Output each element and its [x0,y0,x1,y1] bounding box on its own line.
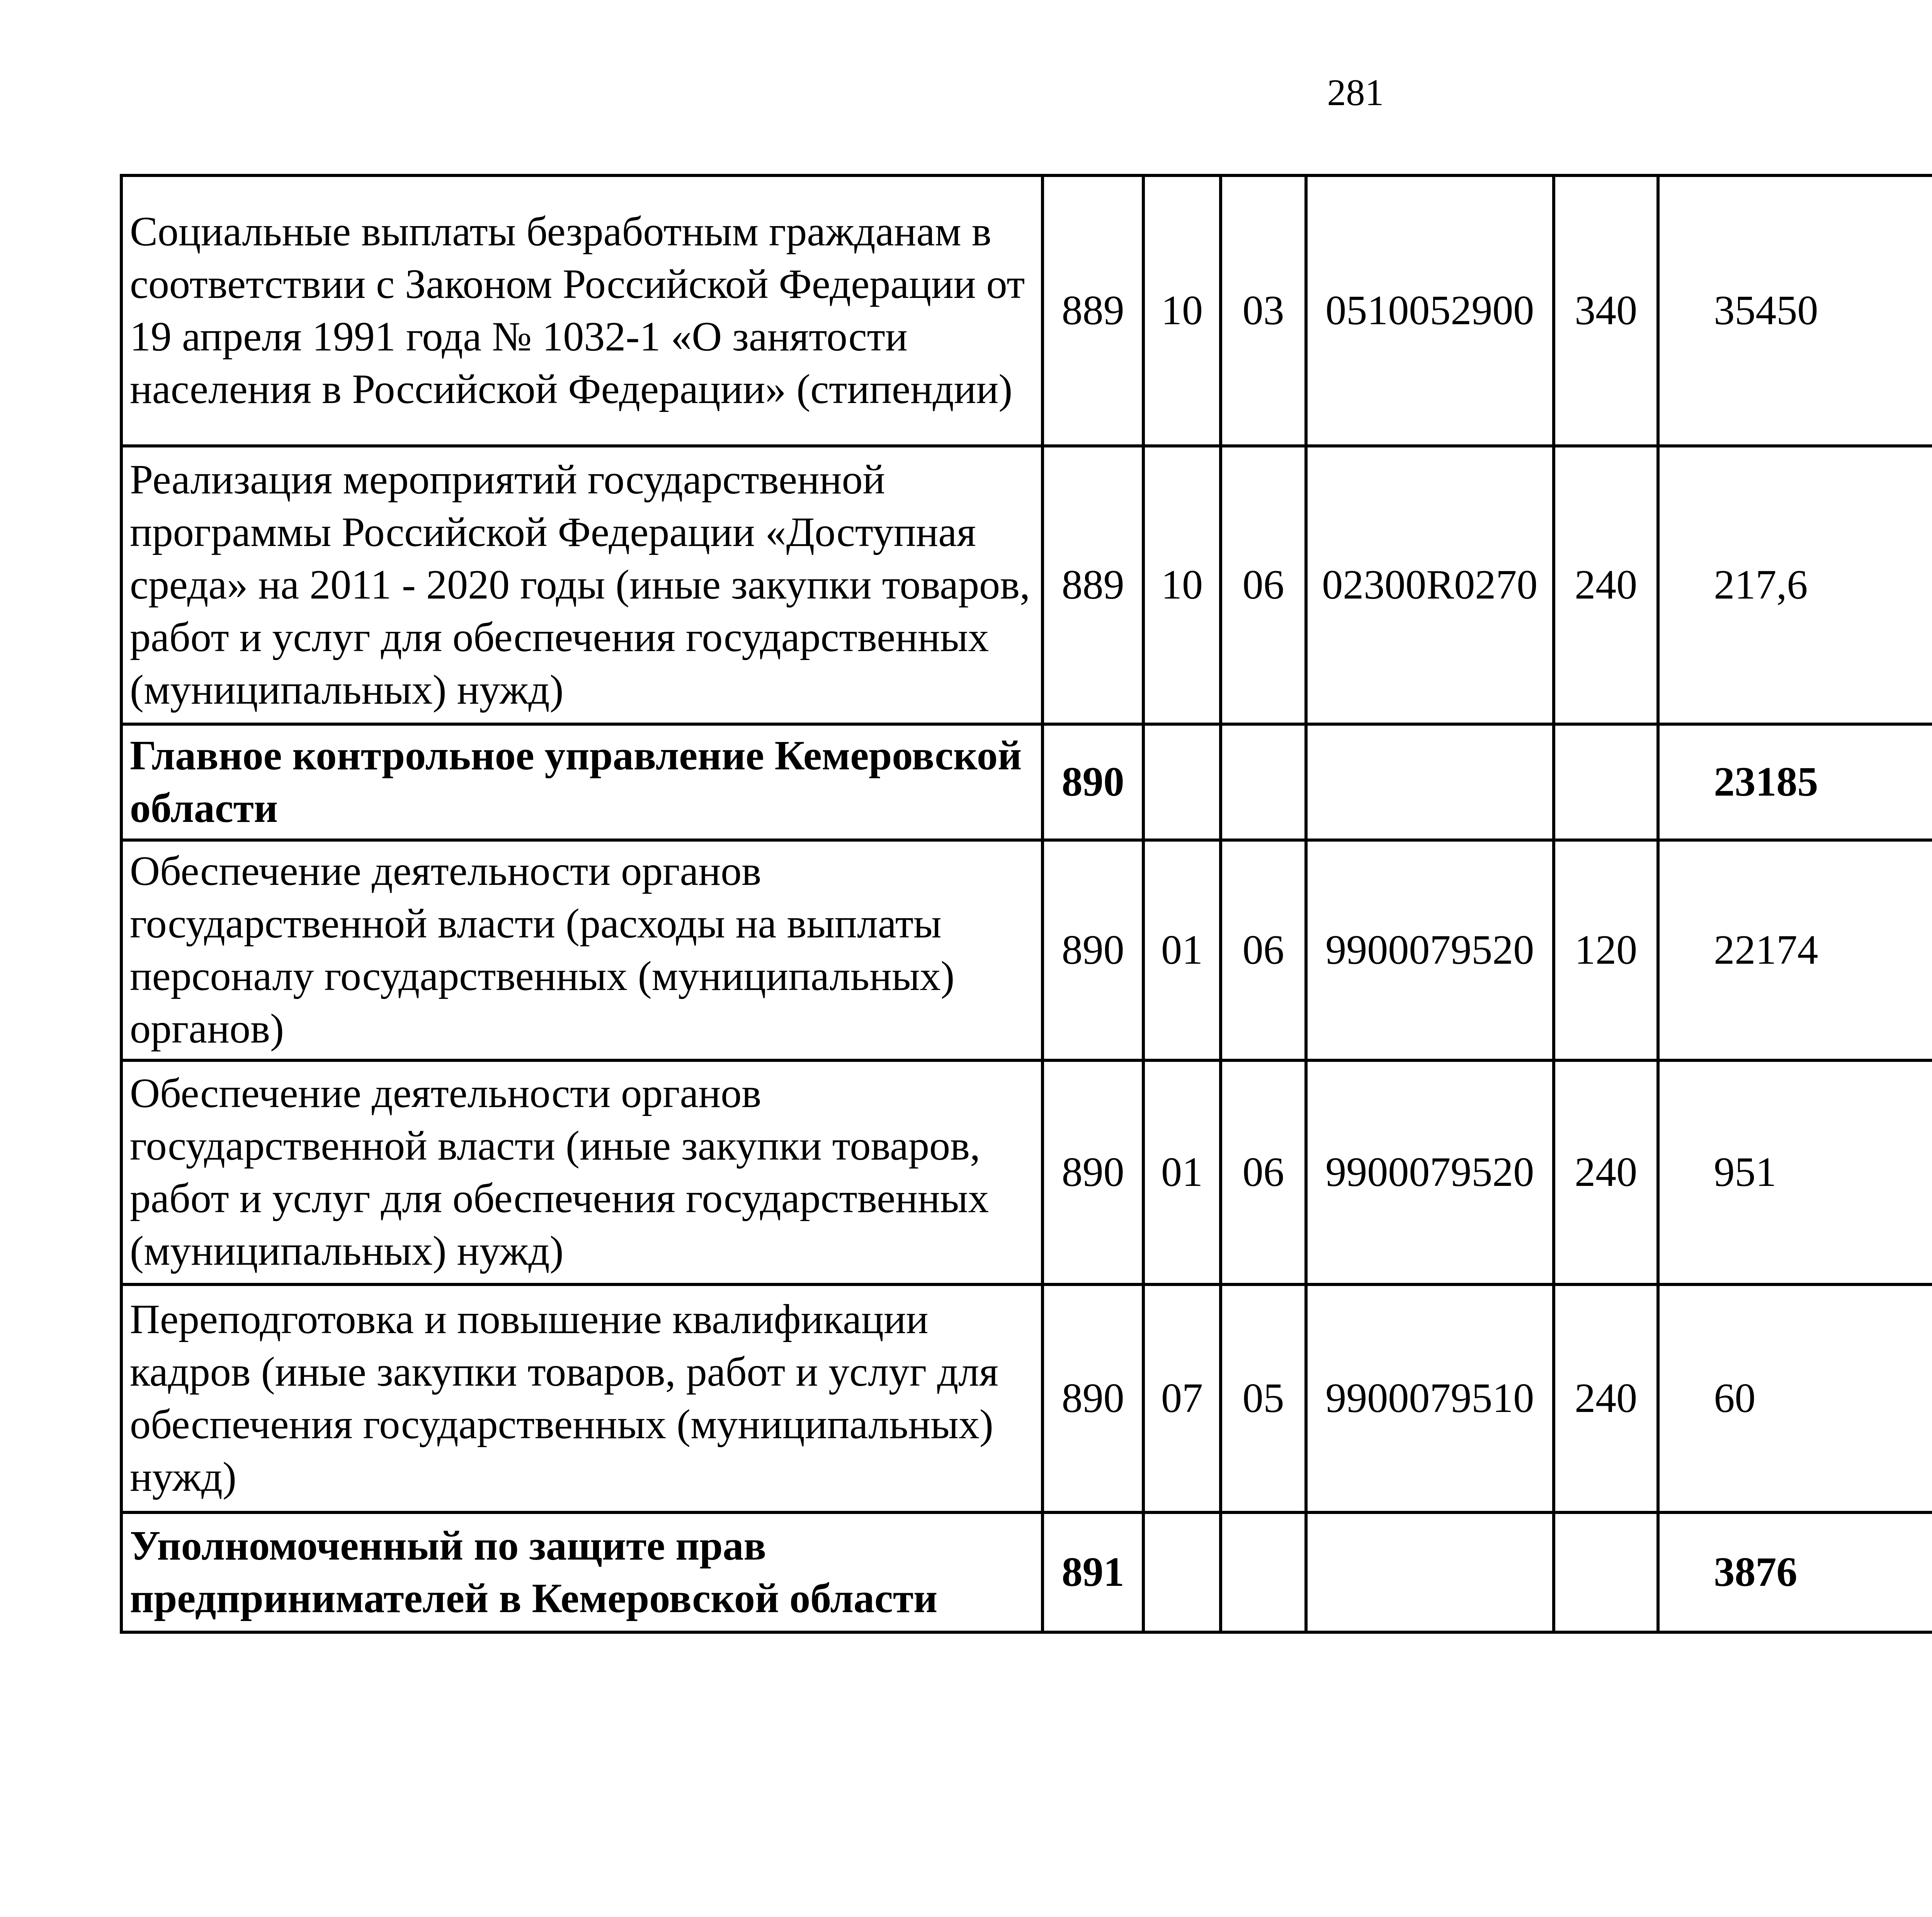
expense-type-cell: 240 [1554,446,1658,724]
expense-name-cell: Обеспечение деятельности органов государственной власти (иные закупки товаров, работ и услуг для обеспечения государственных (муниципальных) нужд) [121,1060,1043,1284]
subsection-code-cell: 06 [1221,1060,1306,1284]
table-row [121,1512,1932,1632]
expense-name-cell: Обеспечение деятельности органов государственной власти (расходы на выплаты персоналу государственных (муниципальных) органов) [121,840,1043,1060]
ministry-code-cell: 890 [1043,1060,1143,1284]
table-row [121,840,1932,1060]
table-row [121,1284,1932,1512]
table-row [121,446,1932,724]
expense-type-cell [1554,1512,1658,1632]
section-code-cell: 01 [1143,840,1221,1060]
amount-cell-1: 60 [1658,1284,1932,1512]
target-item-cell: 9900079520 [1306,840,1554,1060]
subsection-code-cell: 06 [1221,446,1306,724]
section-code-cell [1143,724,1221,840]
page-number: 281 [1327,72,1384,114]
table-row [121,175,1932,446]
expense-name-cell: Главное контрольное управление Кемеровской области [121,724,1043,840]
table-row [121,724,1932,840]
ministry-code-cell: 891 [1043,1512,1143,1632]
amount-cell-1: 3876 [1658,1512,1932,1632]
section-code-cell [1143,1512,1221,1632]
ministry-code-cell: 890 [1043,840,1143,1060]
expense-name-cell: Уполномоченный по защите прав предпринимателей в Кемеровской области [121,1512,1043,1632]
expense-type-cell: 120 [1554,840,1658,1060]
expense-type-cell: 240 [1554,1284,1658,1512]
subsection-code-cell: 03 [1221,175,1306,446]
ministry-code-cell: 890 [1043,724,1143,840]
target-item-cell: 9900079520 [1306,1060,1554,1284]
section-code-cell: 07 [1143,1284,1221,1512]
ministry-code-cell: 890 [1043,1284,1143,1512]
amount-cell-1: 35450 [1658,175,1932,446]
target-item-cell: 0510052900 [1306,175,1554,446]
budget-table [120,174,1932,1634]
amount-cell-1: 951 [1658,1060,1932,1284]
expense-type-cell [1554,724,1658,840]
expense-name-cell: Переподготовка и повышение квалификации кадров (иные закупки товаров, работ и услуг для обеспечения государственных (муниципальных) нужд) [121,1284,1043,1512]
section-code-cell: 01 [1143,1060,1221,1284]
amount-cell-1: 217,6 [1658,446,1932,724]
expense-name-cell: Социальные выплаты безработным гражданам в соответствии с Законом Российской Федерации от 19 апреля 1991 года № 1032-1 «О занятости населения в Российской Федерации» (стипендии) [121,175,1043,446]
subsection-code-cell: 06 [1221,840,1306,1060]
ministry-code-cell: 889 [1043,446,1143,724]
subsection-code-cell: 05 [1221,1284,1306,1512]
target-item-cell: 9900079510 [1306,1284,1554,1512]
section-code-cell: 10 [1143,446,1221,724]
target-item-cell: 02300R0270 [1306,446,1554,724]
amount-cell-1: 23185 [1658,724,1932,840]
subsection-code-cell [1221,1512,1306,1632]
ministry-code-cell: 889 [1043,175,1143,446]
expense-name-cell: Реализация мероприятий государственной программы Российской Федерации «Доступная среда» на 2011 - 2020 годы (иные закупки товаров, работ и услуг для обеспечения государственных (муниципальных) нужд) [121,446,1043,724]
target-item-cell [1306,1512,1554,1632]
section-code-cell: 10 [1143,175,1221,446]
subsection-code-cell [1221,724,1306,840]
target-item-cell [1306,724,1554,840]
expense-type-cell: 240 [1554,1060,1658,1284]
amount-cell-1: 22174 [1658,840,1932,1060]
table-row [121,1060,1932,1284]
expense-type-cell: 340 [1554,175,1658,446]
